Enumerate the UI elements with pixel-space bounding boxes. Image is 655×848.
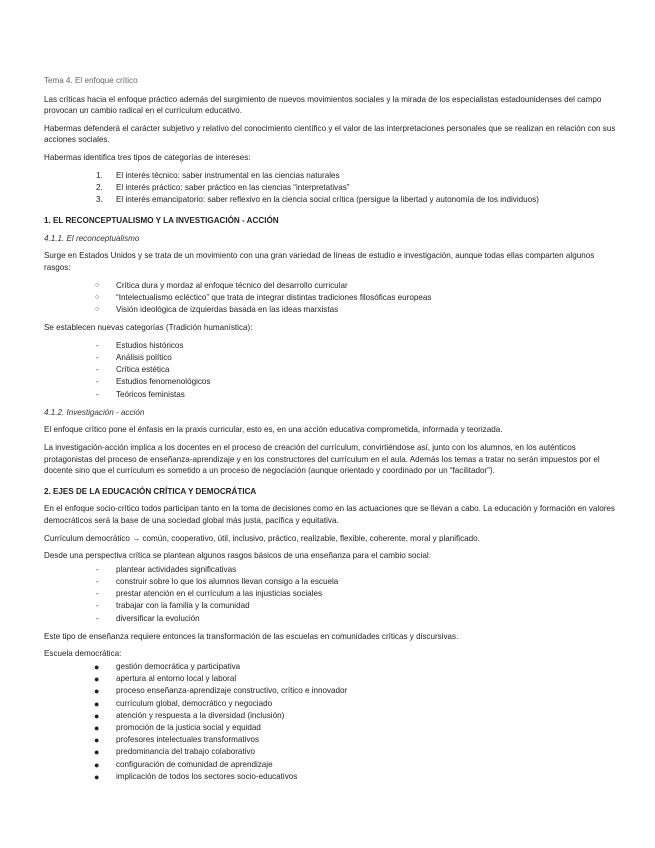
subsection-heading: 4.1.2. Investigación - acción <box>44 407 145 417</box>
intro-paragraph: Habermas identifica tres tipos de categorías de intereses: <box>44 152 251 162</box>
list-item-text: configuración de comunidad de aprendizaje <box>116 759 273 769</box>
list-item <box>44 352 616 364</box>
list-item <box>44 304 616 316</box>
list-item-text: Análisis político <box>116 352 172 362</box>
dash-bullet-icon: - <box>96 613 99 623</box>
dash-bullet-icon: - <box>96 377 99 387</box>
paragraph: Escuela democrática: <box>44 649 122 659</box>
list-item-text: prestar atención en el currículum a las injusticias sociales <box>116 589 323 599</box>
list-item-text: construir sobre lo que los alumnos llevan consigo a la escuela <box>116 576 339 586</box>
list-item-text: Estudios fenomenológicos <box>116 377 211 387</box>
list-item <box>44 673 616 685</box>
list-item-text: El interés emancipatorio: saber reflexivo en la ciencia social crítica (persigue la libertad y autonomía de los individuos) <box>116 194 539 204</box>
dash-bullet-icon: - <box>96 389 99 399</box>
list-item <box>44 685 616 697</box>
dash-bullet-icon: - <box>96 576 99 586</box>
list-item <box>44 576 616 588</box>
list-item-text: diversificar la evolución <box>116 613 200 623</box>
list-number: 2. <box>96 182 103 192</box>
list-number: 1. <box>96 170 103 180</box>
bullet-icon: ● <box>94 698 100 709</box>
list-item <box>44 613 616 625</box>
dash-bullet-icon: - <box>96 589 99 599</box>
paragraph: Currículum democrático → común, cooperativo, útil, inclusivo, práctico, realizable, flexible, coherente, moral y planificado. <box>44 533 480 543</box>
list-item <box>44 564 616 576</box>
list-item-text: proceso enseñanza-aprendizaje constructivo, crítico e innovador <box>116 686 348 696</box>
list-item <box>44 340 616 352</box>
bullet-icon: ● <box>94 722 100 733</box>
list-item <box>44 661 616 673</box>
circle-bullet-icon: ○ <box>95 293 100 301</box>
list-item <box>44 376 616 388</box>
list-item-text: El interés práctico: saber práctico en las ciencias “interpretativas” <box>116 182 350 192</box>
paragraph: En el enfoque socio-crítico todos participan tanto en la toma de decisiones como en las actuaciones que se llevan a cabo. La educación y formación en valores democráticos será la base de una sociedad global más justa, pacífica y equitativa. <box>44 504 615 525</box>
section-heading: 2. EJES DE LA EDUCACIÓN CRÍTICA Y DEMOCRÁTICA <box>44 486 257 496</box>
bullet-icon: ● <box>94 674 100 685</box>
list-item <box>44 710 616 722</box>
list-item <box>44 746 616 758</box>
list-item <box>44 722 616 734</box>
list-item <box>44 182 616 194</box>
school-list <box>44 661 616 783</box>
traits-list <box>44 280 616 317</box>
list-item-text: atención y respuesta a la diversidad (inclusión) <box>116 710 285 720</box>
subsection-heading: 4.1.1. El reconceptualismo <box>44 233 140 243</box>
circle-bullet-icon: ○ <box>95 305 100 313</box>
dash-bullet-icon: - <box>96 564 99 574</box>
list-item <box>44 170 616 182</box>
paragraph: Se establecen nuevas categorías (Tradición humanística): <box>44 323 253 333</box>
list-item-text: currículum global, democrático y negociado <box>116 698 273 708</box>
list-item <box>44 771 616 783</box>
list-item-text: predominancia del trabajo colaborativo <box>116 747 256 757</box>
bullet-icon: ● <box>94 735 100 746</box>
paragraph: El enfoque crítico pone el énfasis en la praxis curricular, esto es, en una acción educativa comprometida, informada y teorizada. <box>44 425 503 435</box>
dash-bullet-icon: - <box>96 340 99 350</box>
list-item-text: implicación de todos los sectores socio-educativos <box>116 771 298 781</box>
paragraph: Desde una perspectiva crítica se plantean algunos rasgos básicos de una enseñanza para el cambio social: <box>44 551 431 561</box>
list-item <box>44 280 616 292</box>
list-item <box>44 759 616 771</box>
list-item-text: gestión democrática y participativa <box>116 661 241 671</box>
list-item-text: apertura al entorno local y laboral <box>116 674 237 684</box>
list-number: 3. <box>96 194 103 204</box>
list-item-text: trabajar con la familia y la comunidad <box>116 601 250 611</box>
bullet-icon: ● <box>94 759 100 770</box>
list-item-text: Crítica dura y mordaz al enfoque técnico del desarrollo curricular <box>116 280 348 290</box>
intro-paragraph: Las críticas hacia el enfoque práctico además del surgimiento de nuevos movimientos sociales y la mirada de los especialistas estadounidenses del campo provocan un cambio radical en el currículum educativo. <box>44 94 602 116</box>
list-item <box>44 588 616 600</box>
document-body <box>44 75 616 789</box>
list-item-text: Crítica estética <box>116 365 170 375</box>
list-item-text: promoción de la justicia social y equidad <box>116 722 261 732</box>
paragraph: La investigación-acción implica a los docentes en el proceso de creación del currículum, convirtiéndose así, junto con los alumnos, en los auténticos protagonistas del proceso de enseñanza-aprendizaje y en los constructores del currículum en el aula. Además los temas a tratar no serán impuestos por el docente sino que el currículum es sometido a un proceso de negociación (aunque orientado y coordinado por un “facilitador”). <box>44 442 600 476</box>
dash-bullet-icon: - <box>96 352 99 362</box>
list-item <box>44 698 616 710</box>
bullet-icon: ● <box>94 710 100 721</box>
list-item-text: El interés técnico: saber instrumental en las ciencias naturales <box>116 170 340 180</box>
intro-paragraph: Habermas defenderá el carácter subjetivo y relativo del conocimiento científico y el valor de las interpretaciones personales que se realizan en relación con sus acciones sociales. <box>44 123 616 145</box>
list-item <box>44 194 616 206</box>
list-item <box>44 364 616 376</box>
circle-bullet-icon: ○ <box>95 281 100 289</box>
list-item-text: Teóricos feministas <box>116 389 185 399</box>
dash-bullet-icon: - <box>96 365 99 375</box>
list-item-text: Estudios históricos <box>116 340 184 350</box>
list-item-text: Visión ideológica de izquierdas basada en las ideas marxistas <box>116 304 339 314</box>
bullet-icon: ● <box>94 661 100 672</box>
bullet-icon: ● <box>94 686 100 697</box>
list-item <box>44 734 616 746</box>
list-item <box>44 600 616 612</box>
paragraph: Surge en Estados Unidos y se trata de un movimiento con una gran variedad de líneas de estudio e investigación, aunque todas ellas comparten algunos rasgos: <box>44 251 595 272</box>
categories-list <box>44 340 616 401</box>
interests-list <box>44 170 616 207</box>
list-item <box>44 292 616 304</box>
bullet-icon: ● <box>94 747 100 758</box>
list-item-text: plantear actividades significativas <box>116 564 237 574</box>
changes-list <box>44 564 616 625</box>
bullet-icon: ● <box>94 771 100 782</box>
list-item-text: “Intelectualismo ecléctico” que trata de integrar distintas tradiciones filosóficas europeas <box>116 292 432 302</box>
dash-bullet-icon: - <box>96 601 99 611</box>
list-item-text: profesores intelectuales transformativos <box>116 735 260 745</box>
list-item <box>44 389 616 401</box>
section-heading: 1. EL RECONCEPTUALISMO Y LA INVESTIGACIÓN - ACCIÓN <box>44 216 279 226</box>
paragraph: Este tipo de enseñanza requiere entonces la transformación de las escuelas en comunidades críticas y discursivas. <box>44 631 459 641</box>
document-subtitle: Tema 4. El enfoque crítico <box>44 76 138 85</box>
